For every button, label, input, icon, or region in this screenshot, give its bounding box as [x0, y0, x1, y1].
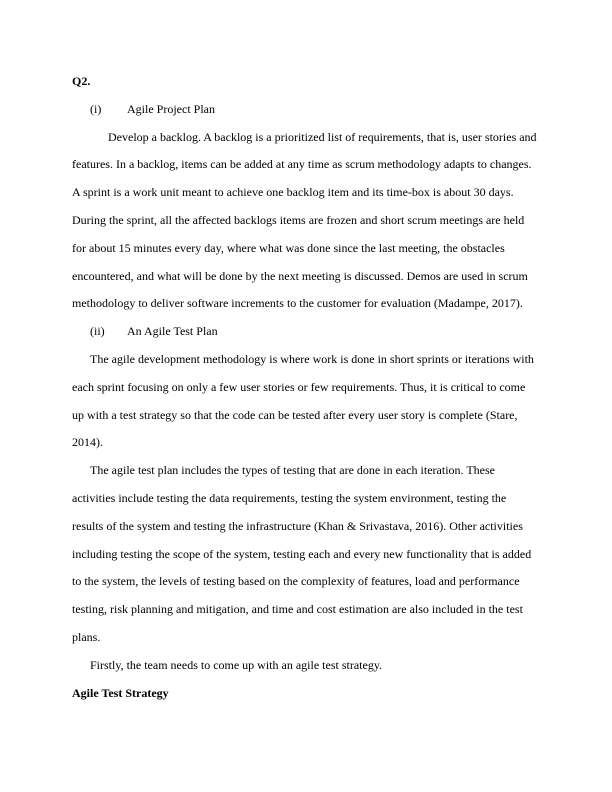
- document-body: [72, 68, 540, 707]
- paragraph-firstly: Firstly, the team needs to come up with an agile test strategy.: [90, 657, 383, 672]
- paragraph-backlog: Develop a backlog. A backlog is a prioritized list of requirements, that is, user stories and features. In a backlog, items can be added at any time as scrum methodology adapts to changes. A sprint is a work unit meant to achieve one backlog item and its time-box is about 30 days. During the sprint, all the affected backlogs items are frozen and short scrum meetings are held for about 15 minutes every day, where what was done since the last meeting, the obstacles encountered, and what will be done by the next meeting is discussed. Demos are used in scrum methodology to deliver software increments to the customer for evaluation (Madampe, 2017).: [72, 129, 537, 311]
- section-title: An Agile Test Plan: [127, 324, 218, 339]
- section-title: Agile Project Plan: [127, 101, 215, 116]
- section-number: (i): [90, 101, 102, 116]
- subheading-agile-test-strategy: Agile Test Strategy: [72, 685, 169, 700]
- question-label: Q2.: [72, 74, 91, 88]
- section-number: (ii): [90, 324, 105, 339]
- paragraph-test-plan: The agile test plan includes the types of testing that are done in each iteration. These activities include testing the data requirements, testing the system environment, testing the results of the system and testing the infrastructure (Khan & Srivastava, 2016). Other activities including testing the scope of the system, testing each and every new functionality that is added to the system, the levels of testing based on the complexity of features, load and performance testing, risk planning and mitigation, and time and cost estimation are also included in the test plans.: [72, 463, 532, 644]
- section-heading-agile-test-plan: [72, 318, 540, 346]
- paragraph-methodology: The agile development methodology is where work is done in short sprints or iterations with each sprint focusing on only a few user stories or few requirements. Thus, it is critical to come up with a test strategy so that the code can be tested after every user story is complete (Stare, 2014).: [72, 351, 534, 450]
- section-heading-agile-project-plan: [72, 96, 540, 124]
